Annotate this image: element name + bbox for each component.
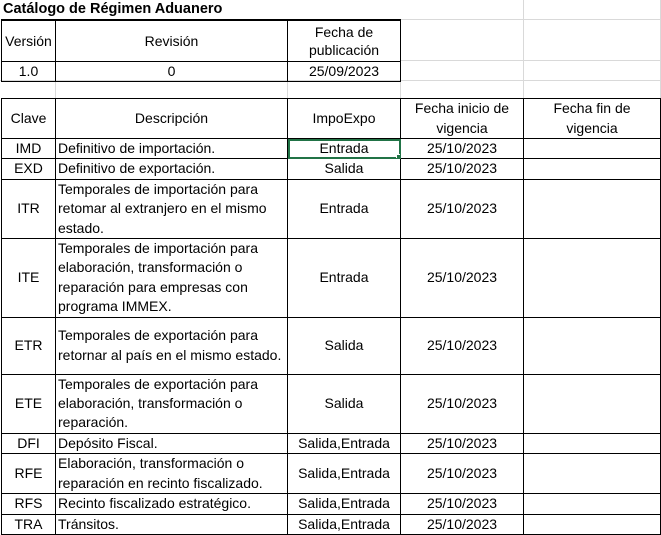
impoexpo-cell[interactable]: Salida,Entrada xyxy=(288,454,401,494)
start-date-cell[interactable]: 25/10/2023 xyxy=(401,159,524,179)
impoexpo-cell[interactable]: Salida xyxy=(288,159,401,179)
end-date-cell[interactable] xyxy=(524,317,661,374)
table-row xyxy=(2,159,661,179)
table-row xyxy=(2,374,661,433)
descripcion-cell[interactable]: Recinto fiscalizado estratégico. xyxy=(56,494,288,514)
descripcion-cell[interactable]: Definitivo de exportación. xyxy=(56,159,288,179)
descripcion-cell[interactable]: Definitivo de importación. xyxy=(56,139,288,159)
clave-header[interactable]: Clave xyxy=(2,99,56,139)
start-date-cell[interactable]: 25/10/2023 xyxy=(401,374,524,433)
version-value[interactable]: 1.0 xyxy=(2,61,56,81)
table-row xyxy=(2,454,661,494)
start-date-cell[interactable]: 25/10/2023 xyxy=(401,433,524,453)
publication-date-header[interactable]: Fecha de publicación xyxy=(288,20,401,61)
end-date-header[interactable]: Fecha fin de vigencia xyxy=(524,99,661,139)
selected-cell[interactable]: Entrada xyxy=(288,139,401,159)
descripcion-cell[interactable]: Temporales de exportación para elaboración, transformación o reparación. xyxy=(56,374,288,433)
impoexpo-cell[interactable]: Entrada xyxy=(288,239,401,318)
impoexpo-header[interactable]: ImpoExpo xyxy=(288,99,401,139)
table-row xyxy=(2,139,661,159)
clave-cell[interactable]: EXD xyxy=(2,159,56,179)
table-row xyxy=(2,433,661,453)
table-row xyxy=(2,494,661,514)
clave-cell[interactable]: TRA xyxy=(2,514,56,534)
start-date-cell[interactable]: 25/10/2023 xyxy=(401,179,524,238)
clave-cell[interactable]: DFI xyxy=(2,433,56,453)
publication-date-value[interactable]: 25/09/2023 xyxy=(288,61,401,81)
impoexpo-cell[interactable]: Salida xyxy=(288,317,401,374)
clave-cell[interactable]: RFS xyxy=(2,494,56,514)
clave-cell[interactable]: ETE xyxy=(2,374,56,433)
descripcion-cell[interactable]: Temporales de importación para retomar al extranjero en el mismo estado. xyxy=(56,179,288,238)
clave-cell[interactable]: IMD xyxy=(2,139,56,159)
end-date-cell[interactable] xyxy=(524,239,661,318)
impoexpo-cell[interactable]: Entrada xyxy=(288,179,401,238)
descripcion-cell[interactable]: Temporales de exportación para retornar al país en el mismo estado. xyxy=(56,317,288,374)
start-date-cell[interactable]: 25/10/2023 xyxy=(401,454,524,494)
descripcion-header[interactable]: Descripción xyxy=(56,99,288,139)
end-date-cell[interactable] xyxy=(524,454,661,494)
end-date-cell[interactable] xyxy=(524,494,661,514)
start-date-header[interactable]: Fecha inicio de vigencia xyxy=(401,99,524,139)
impoexpo-cell[interactable]: Salida,Entrada xyxy=(288,514,401,534)
catalog-table xyxy=(1,98,661,535)
clave-cell[interactable]: ITR xyxy=(2,179,56,238)
table-row xyxy=(2,179,661,238)
start-date-cell[interactable]: 25/10/2023 xyxy=(401,139,524,159)
clave-cell[interactable]: RFE xyxy=(2,454,56,494)
end-date-cell[interactable] xyxy=(524,433,661,453)
revision-value[interactable]: 0 xyxy=(56,61,288,81)
end-date-cell[interactable] xyxy=(524,179,661,238)
descripcion-cell[interactable]: Temporales de importación para elaboración, transformación o reparación para empresas con programa IMMEX. xyxy=(56,239,288,318)
end-date-cell[interactable] xyxy=(524,374,661,433)
start-date-cell[interactable]: 25/10/2023 xyxy=(401,494,524,514)
version-header[interactable]: Versión xyxy=(2,20,56,61)
table-row xyxy=(2,317,661,374)
descripcion-cell[interactable]: Depósito Fiscal. xyxy=(56,433,288,453)
clave-cell[interactable]: ITE xyxy=(2,239,56,318)
table-row xyxy=(2,514,661,534)
clave-cell[interactable]: ETR xyxy=(2,317,56,374)
end-date-cell[interactable] xyxy=(524,514,661,534)
descripcion-cell[interactable]: Tránsitos. xyxy=(56,514,288,534)
impoexpo-cell[interactable]: Salida,Entrada xyxy=(288,494,401,514)
sheet-title[interactable]: Catálogo de Régimen Aduanero xyxy=(3,1,223,17)
impoexpo-cell[interactable]: Salida,Entrada xyxy=(288,433,401,453)
descripcion-cell[interactable]: Elaboración, transformación o reparación en recinto fiscalizado. xyxy=(56,454,288,494)
start-date-cell[interactable]: 25/10/2023 xyxy=(401,239,524,318)
start-date-cell[interactable]: 25/10/2023 xyxy=(401,317,524,374)
revision-header[interactable]: Revisión xyxy=(56,20,288,61)
end-date-cell[interactable] xyxy=(524,159,661,179)
impoexpo-cell[interactable]: Salida xyxy=(288,374,401,433)
start-date-cell[interactable]: 25/10/2023 xyxy=(401,514,524,534)
version-table xyxy=(1,19,401,82)
end-date-cell[interactable] xyxy=(524,139,661,159)
table-row xyxy=(2,239,661,318)
